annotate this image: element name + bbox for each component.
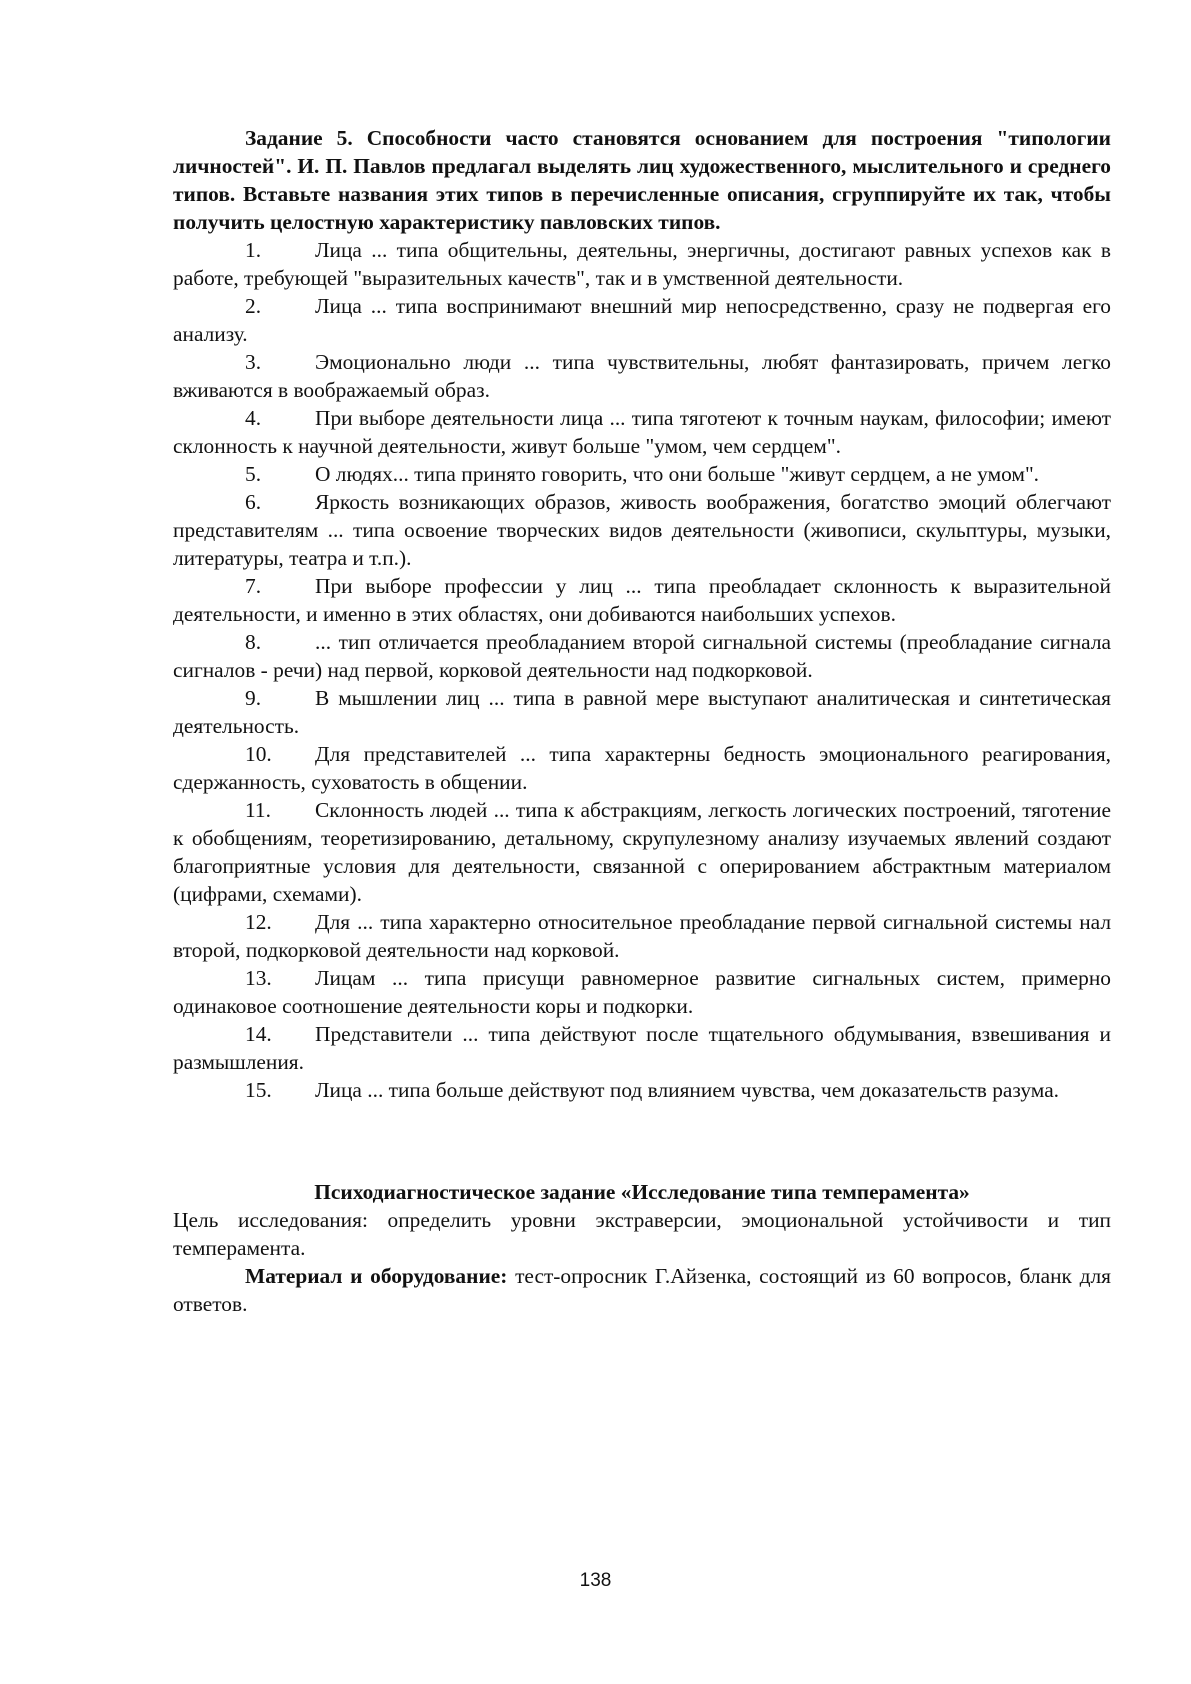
item-number: 7. <box>245 574 262 598</box>
material-lead: Материал и оборудование: <box>245 1264 508 1288</box>
list-item <box>173 1020 1111 1076</box>
item-number: 6. <box>245 490 262 514</box>
list-item <box>173 488 1111 572</box>
item-number: 11. <box>245 798 271 822</box>
section-title: Психодиагностическое задание «Исследование типа темперамента» <box>314 1180 970 1204</box>
item-text: О людях... типа принято говорить, что они больше "живут сердцем, а не умом". <box>315 462 1040 486</box>
item-number: 9. <box>245 686 262 710</box>
item-text: Эмоционально люди ... типа чувствительны, любят фантазировать, причем легко вживаются в воображаемый образ. <box>173 350 1111 402</box>
list-item <box>173 740 1111 796</box>
item-text: Лица ... типа общительны, деятельны, энергичны, достигают равных успехов как в работе, требующей "выразительных качеств", так и в умственной деятельности. <box>173 238 1111 290</box>
item-text: Яркость возникающих образов, живость воображения, богатство эмоций облегчают представителям ... типа освоение творческих видов деятельности (живописи, скульптуры, музыки, литературы, театра и т.п.). <box>173 490 1111 570</box>
list-item <box>173 292 1111 348</box>
task-items-list <box>173 236 1111 1104</box>
item-number: 15. <box>245 1078 272 1102</box>
goal-paragraph: Цель исследования: определить уровни экстраверсии, эмоциональной устойчивости и тип темперамента. <box>173 1208 1111 1260</box>
item-number: 2. <box>245 294 262 318</box>
list-item <box>173 404 1111 460</box>
list-item <box>173 572 1111 628</box>
item-number: 14. <box>245 1022 272 1046</box>
list-item <box>173 908 1111 964</box>
list-item <box>173 796 1111 908</box>
item-text: В мышлении лиц ... типа в равной мере выступают аналитическая и синтетическая деятельность. <box>173 686 1111 738</box>
page-content <box>173 124 1111 1318</box>
item-number: 3. <box>245 350 262 374</box>
item-text: Лицам ... типа присущи равномерное развитие сигнальных систем, примерно одинаковое соотношение деятельности коры и подкорки. <box>173 966 1111 1018</box>
item-text: Лица ... типа воспринимают внешний мир непосредственно, сразу не подвергая его анализу. <box>173 294 1111 346</box>
item-text: Склонность людей ... типа к абстракциям, легкость логических построений, тяготение к обобщениям, теоретизированию, детальному, скрупулезному анализу изучаемых явлений создают благоприятные условия для деятельности, связанной с оперированием абстрактным материалом (цифрами, схемами). <box>173 798 1111 906</box>
item-text: Для ... типа характерно относительное преобладание первой сигнальной системы нал второй, подкорковой деятельности над корковой. <box>173 910 1111 962</box>
item-number: 10. <box>245 742 272 766</box>
material-text: тест-опросник Г.Айзенка, состоящий из 60 вопросов, бланк для ответов. <box>173 1264 1111 1316</box>
item-number: 13. <box>245 966 272 990</box>
item-number: 5. <box>245 462 262 486</box>
material-paragraph <box>173 1262 1111 1318</box>
task-header: Задание 5. Способности часто становятся основанием для построения "типологии личностей". И. П. Павлов предлагал выделять лиц художественного, мыслительного и среднего типов. Вставьте названия этих типов в перечисленные описания, сгруппируйте их так, чтобы получить целостную характеристику павловских типов. <box>173 126 1111 234</box>
list-item <box>173 684 1111 740</box>
item-number: 12. <box>245 910 272 934</box>
item-number: 1. <box>245 238 262 262</box>
item-text: При выборе профессии у лиц ... типа преобладает склонность к выразительной деятельности, и именно в этих областях, они добиваются наибольших успехов. <box>173 574 1111 626</box>
list-item <box>173 1076 1111 1104</box>
page-number: 138 <box>579 1570 612 1591</box>
item-number: 8. <box>245 630 262 654</box>
list-item <box>173 460 1111 488</box>
item-text: Лица ... типа больше действуют под влиянием чувства, чем доказательств разума. <box>315 1078 1060 1102</box>
item-text: Представители ... типа действуют после тщательного обдумывания, взвешивания и размышления. <box>173 1022 1111 1074</box>
list-item <box>173 964 1111 1020</box>
list-item <box>173 236 1111 292</box>
item-number: 4. <box>245 406 262 430</box>
item-text: ... тип отличается преобладанием второй сигнальной системы (преобладание сигнала сигналов - речи) над первой, корковой деятельности над подкорковой. <box>173 630 1111 682</box>
item-text: При выборе деятельности лица ... типа тяготеют к точным наукам, философии; имеют склонность к научной деятельности, живут больше "умом, чем сердцем". <box>173 406 1111 458</box>
item-text: Для представителей ... типа характерны бедность эмоционального реагирования, сдержанность, суховатость в общении. <box>173 742 1111 794</box>
list-item <box>173 628 1111 684</box>
list-item <box>173 348 1111 404</box>
